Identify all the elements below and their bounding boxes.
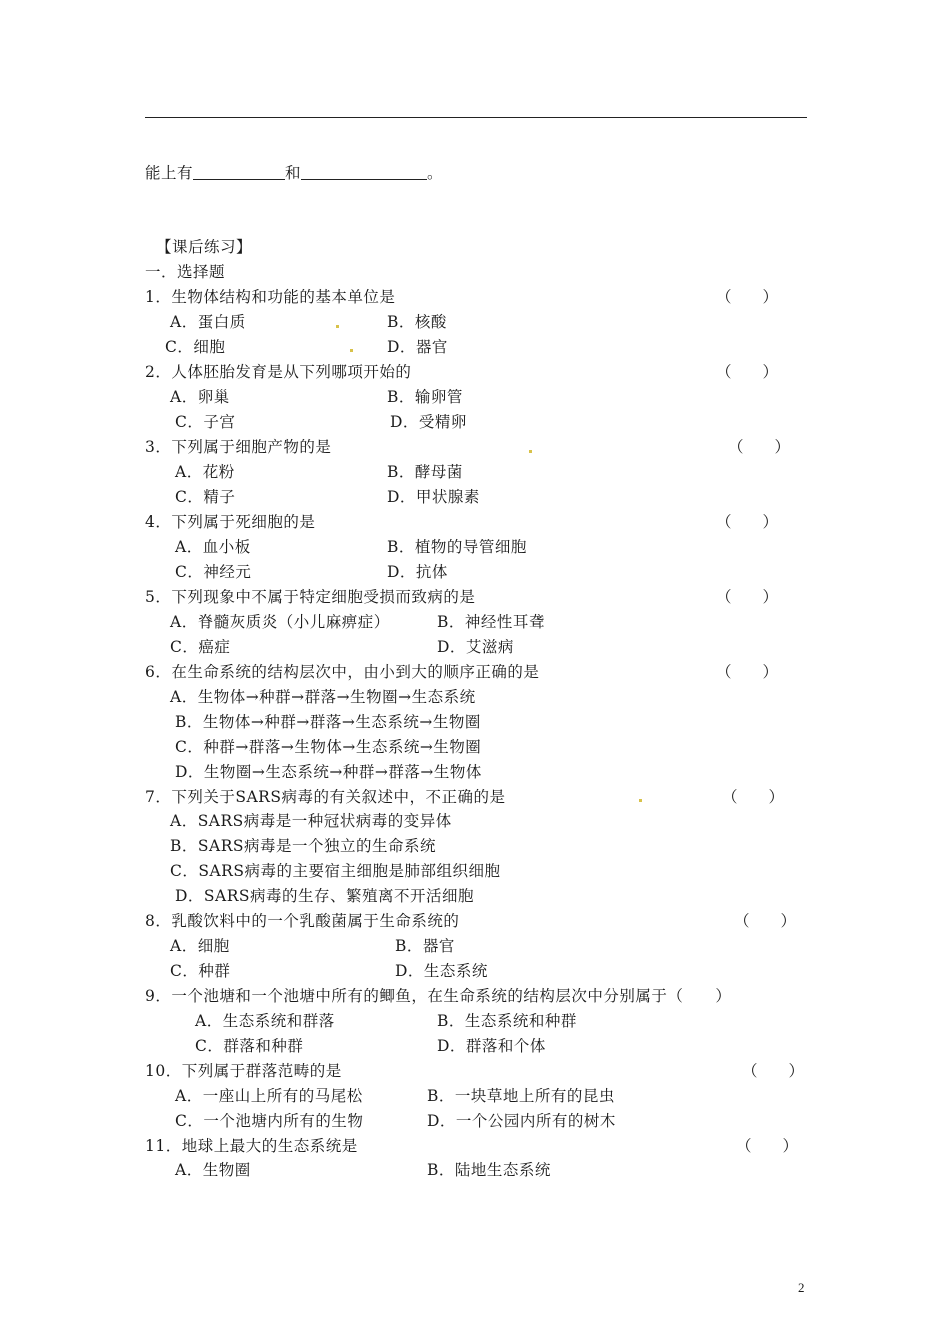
option[interactable]: C．精子 xyxy=(175,488,236,506)
option[interactable]: D．受精卵 xyxy=(390,413,467,431)
question-stem: 5．下列现象中不属于特定细胞受损而致病的是 xyxy=(145,588,476,606)
answer-blank-1[interactable] xyxy=(193,164,285,180)
question-stem: 3．下列属于细胞产物的是 xyxy=(145,438,332,456)
question-stem: 11．地球上最大的生态系统是 xyxy=(145,1137,358,1155)
fill-prefix: 能上有 xyxy=(145,164,194,182)
option[interactable]: D．生物圈→生态系统→种群→群落→生物体 xyxy=(175,763,482,781)
option[interactable]: C．SARS病毒的主要宿主细胞是肺部组织细胞 xyxy=(170,862,501,880)
answer-paren[interactable]: （ ） xyxy=(722,788,785,806)
answer-paren[interactable]: （ ） xyxy=(716,288,779,306)
option[interactable]: B．输卵管 xyxy=(387,388,463,406)
option[interactable]: B．生物体→种群→群落→生态系统→生物圈 xyxy=(175,713,481,731)
option[interactable]: D．器官 xyxy=(387,338,448,356)
option[interactable]: C．一个池塘内所有的生物 xyxy=(175,1112,364,1130)
option[interactable]: C．种群 xyxy=(170,962,231,980)
question-stem: 2．人体胚胎发育是从下列哪项开始的 xyxy=(145,363,412,381)
option[interactable]: A．SARS病毒是一种冠状病毒的变异体 xyxy=(170,812,452,830)
option[interactable]: B．器官 xyxy=(395,937,455,955)
option[interactable]: A．生物圈 xyxy=(175,1161,251,1179)
speck-mark xyxy=(350,349,353,352)
speck-mark xyxy=(639,799,642,802)
answer-paren[interactable]: （ ） xyxy=(716,588,779,606)
option[interactable]: A．一座山上所有的马尾松 xyxy=(175,1087,363,1105)
question-stem: 6．在生命系统的结构层次中，由小到大的顺序正确的是 xyxy=(145,663,540,681)
option[interactable]: A．细胞 xyxy=(170,937,230,955)
header-rule xyxy=(145,117,807,118)
answer-paren[interactable]: （ ） xyxy=(736,1137,799,1155)
answer-paren[interactable]: （ ） xyxy=(742,1062,805,1080)
answer-paren[interactable]: （ ） xyxy=(716,513,779,531)
question-stem: 10．下列属于群落范畴的是 xyxy=(145,1062,342,1080)
option[interactable]: C．种群→群落→生物体→生态系统→生物圈 xyxy=(175,738,482,756)
option[interactable]: A．生态系统和群落 xyxy=(195,1012,335,1030)
option[interactable]: B．核酸 xyxy=(387,313,447,331)
answer-paren[interactable]: （ ） xyxy=(734,912,797,930)
option[interactable]: A．生物体→种群→群落→生物圈→生态系统 xyxy=(170,688,476,706)
option[interactable]: A．血小板 xyxy=(175,538,251,556)
option[interactable]: D．抗体 xyxy=(387,563,448,581)
option[interactable]: D．SARS病毒的生存、繁殖离不开活细胞 xyxy=(175,887,475,905)
question-stem: 1．生物体结构和功能的基本单位是 xyxy=(145,288,396,306)
speck-mark xyxy=(529,450,532,453)
question-stem-text: 9．一个池塘和一个池塘中所有的鲫鱼，在生命系统的结构层次中分别属于 xyxy=(145,987,668,1005)
option[interactable]: B．一块草地上所有的昆虫 xyxy=(427,1087,615,1105)
option[interactable]: D．生态系统 xyxy=(395,962,488,980)
option[interactable]: A．脊髓灰质炎（小儿麻痹症） xyxy=(170,613,390,631)
question-stem: 4．下列属于死细胞的是 xyxy=(145,513,316,531)
option[interactable]: C．群落和种群 xyxy=(195,1037,304,1055)
option[interactable]: A．卵巢 xyxy=(170,388,230,406)
question-stem xyxy=(145,986,731,1006)
option[interactable]: D．群落和个体 xyxy=(437,1037,546,1055)
answer-paren[interactable]: （ ） xyxy=(716,363,779,381)
option[interactable]: C．癌症 xyxy=(170,638,231,656)
option[interactable]: B．酵母菌 xyxy=(387,463,463,481)
question-stem: 7．下列关于SARS病毒的有关叙述中，不正确的是 xyxy=(145,788,506,806)
option[interactable]: B．陆地生态系统 xyxy=(427,1161,551,1179)
fill-blank-line xyxy=(145,163,443,183)
answer-paren[interactable]: （ ） xyxy=(728,438,791,456)
option[interactable]: B．生态系统和种群 xyxy=(437,1012,577,1030)
option[interactable]: A．蛋白质 xyxy=(170,313,246,331)
option[interactable]: D．一个公园内所有的树木 xyxy=(427,1112,616,1130)
option[interactable]: C．神经元 xyxy=(175,563,252,581)
option[interactable]: C．子宫 xyxy=(175,413,236,431)
option[interactable]: B．植物的导管细胞 xyxy=(387,538,527,556)
answer-blank-2[interactable] xyxy=(301,164,427,180)
option[interactable]: B．SARS病毒是一个独立的生命系统 xyxy=(170,837,436,855)
section-title: 【课后练习】 xyxy=(156,238,253,256)
option[interactable]: D．艾滋病 xyxy=(437,638,514,656)
option[interactable]: D．甲状腺素 xyxy=(387,488,480,506)
fill-suffix: 。 xyxy=(427,164,444,182)
option[interactable]: A．花粉 xyxy=(175,463,235,481)
option[interactable]: C．细胞 xyxy=(165,338,226,356)
subsection-title: 一．选择题 xyxy=(145,263,226,281)
option[interactable]: B．神经性耳聋 xyxy=(437,613,545,631)
question-stem: 8．乳酸饮料中的一个乳酸菌属于生命系统的 xyxy=(145,912,460,930)
answer-paren[interactable]: （ ） xyxy=(716,663,779,681)
answer-paren[interactable]: （ ） xyxy=(667,987,732,1005)
page-number: 2 xyxy=(798,1280,805,1295)
fill-mid: 和 xyxy=(285,164,302,182)
speck-mark xyxy=(336,325,339,328)
